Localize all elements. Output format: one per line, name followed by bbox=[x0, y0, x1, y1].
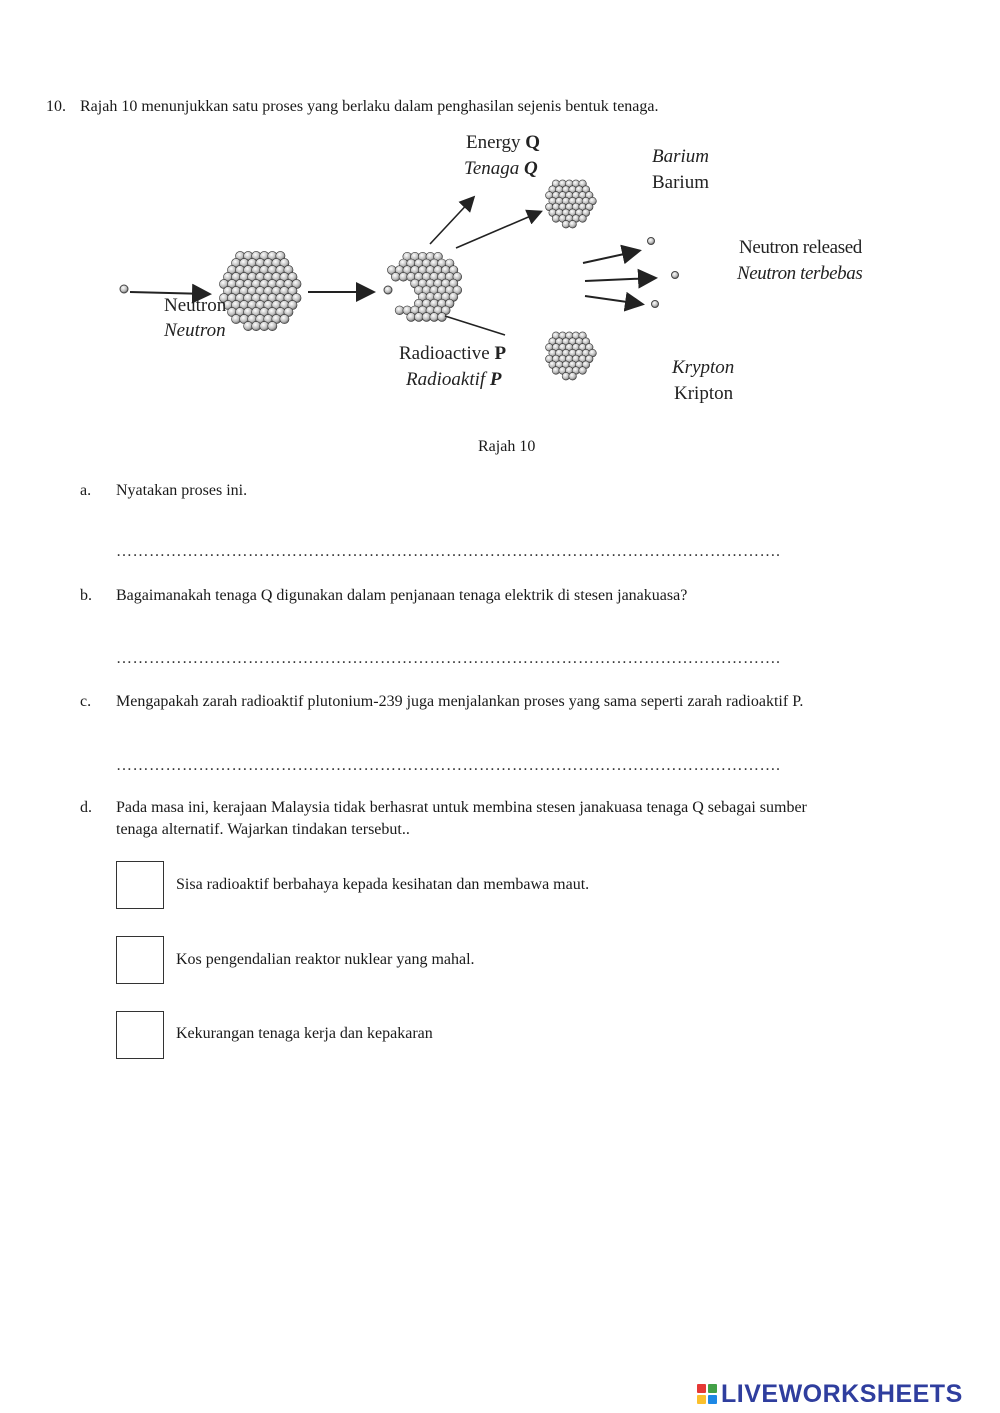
release-arrow-3 bbox=[585, 296, 641, 304]
liveworksheets-logo[interactable] bbox=[697, 1377, 963, 1411]
label-radioactive-ms: Radioaktif P bbox=[406, 369, 502, 390]
question-number: 10. bbox=[46, 98, 66, 115]
nucleon bbox=[569, 372, 577, 380]
uranium-nucleus bbox=[219, 251, 301, 330]
part-b-question: Bagaimanakah tenaga Q digunakan dalam penjanaan tenaga elektrik di stesen janakuasa? bbox=[116, 587, 688, 604]
option-2-label: Kos pengendalian reaktor nuklear yang mahal. bbox=[176, 951, 475, 968]
label-neutron-ms: Neutron bbox=[164, 320, 226, 341]
label-neutron-released-en: Neutron released bbox=[739, 237, 862, 258]
question-intro: Rajah 10 menunjukkan satu proses yang berlaku dalam penghasilan sejenis bentuk tenaga. bbox=[80, 98, 659, 115]
option-3-checkbox[interactable] bbox=[116, 1011, 164, 1059]
label-krypton-en: Krypton bbox=[672, 357, 735, 378]
part-b-answer-line[interactable]: …………………………………………………………………………………………………………. bbox=[116, 650, 781, 667]
fission-diagram bbox=[100, 128, 920, 423]
release-arrow-2 bbox=[585, 278, 654, 281]
krypton-nucleus bbox=[546, 332, 597, 380]
label-energy-ms: Tenaga Q bbox=[464, 158, 538, 179]
incoming-neutron bbox=[120, 285, 128, 293]
release-arrow-1 bbox=[583, 251, 638, 263]
option-2-checkbox[interactable] bbox=[116, 936, 164, 984]
nucleon bbox=[280, 314, 289, 323]
label-barium-ms: Barium bbox=[652, 146, 709, 167]
nucleon bbox=[579, 215, 587, 223]
option-3-label: Kekurangan tenaga kerja dan kepakaran bbox=[176, 1025, 433, 1042]
part-c-answer-line[interactable]: …………………………………………………………………………………………………………. bbox=[116, 757, 781, 774]
absorbed-neutron bbox=[384, 286, 392, 294]
released-neutron-3 bbox=[652, 301, 659, 308]
released-neutron-2 bbox=[672, 272, 679, 279]
part-b-letter: b. bbox=[80, 587, 92, 604]
part-d-question-line2: tenaga alternatif. Wajarkan tindakan tersebut.. bbox=[116, 821, 410, 838]
option-1-checkbox[interactable] bbox=[116, 861, 164, 909]
part-c-letter: c. bbox=[80, 693, 92, 710]
nucleon bbox=[579, 367, 587, 375]
part-a-answer-line[interactable]: …………………………………………………………………………………………………………. bbox=[116, 543, 781, 560]
logo-mark-icon bbox=[697, 1384, 717, 1404]
released-neutron-1 bbox=[648, 238, 655, 245]
energy-arrow-2 bbox=[456, 212, 540, 248]
nucleon bbox=[438, 313, 447, 322]
logo-text: LIVEWORKSHEETS bbox=[721, 1379, 963, 1408]
part-d-question-line1: Pada masa ini, kerajaan Malaysia tidak berhasrat untuk membina stesen janakuasa tenaga Q sebagai sumber bbox=[116, 799, 807, 816]
label-krypton-ms: Kripton bbox=[674, 383, 734, 404]
diagram-caption: Rajah 10 bbox=[478, 438, 536, 455]
barium-nucleus bbox=[546, 180, 597, 228]
label-neutron-released-ms: Neutron terbebas bbox=[737, 263, 863, 284]
part-d-letter: d. bbox=[80, 799, 92, 816]
nucleon bbox=[268, 321, 277, 330]
label-energy-en: Energy Q bbox=[466, 132, 541, 153]
option-1-label: Sisa radioaktif berbahaya kepada kesihatan dan membawa maut. bbox=[176, 876, 590, 893]
krypton-line bbox=[445, 316, 505, 335]
part-c-question: Mengapakah zarah radioaktif plutonium-239 juga menjalankan proses yang sama seperti zarah radioaktif P. bbox=[116, 693, 804, 710]
label-radioactive-en: Radioactive P bbox=[399, 343, 507, 364]
nucleon bbox=[569, 220, 577, 228]
part-a-question: Nyatakan proses ini. bbox=[116, 482, 248, 499]
splitting-nucleus bbox=[387, 252, 461, 321]
label-barium-en: Barium bbox=[652, 172, 709, 193]
part-a-letter: a. bbox=[80, 482, 92, 499]
energy-arrow-1 bbox=[430, 198, 473, 244]
label-neutron-en: Neutron bbox=[164, 295, 227, 316]
